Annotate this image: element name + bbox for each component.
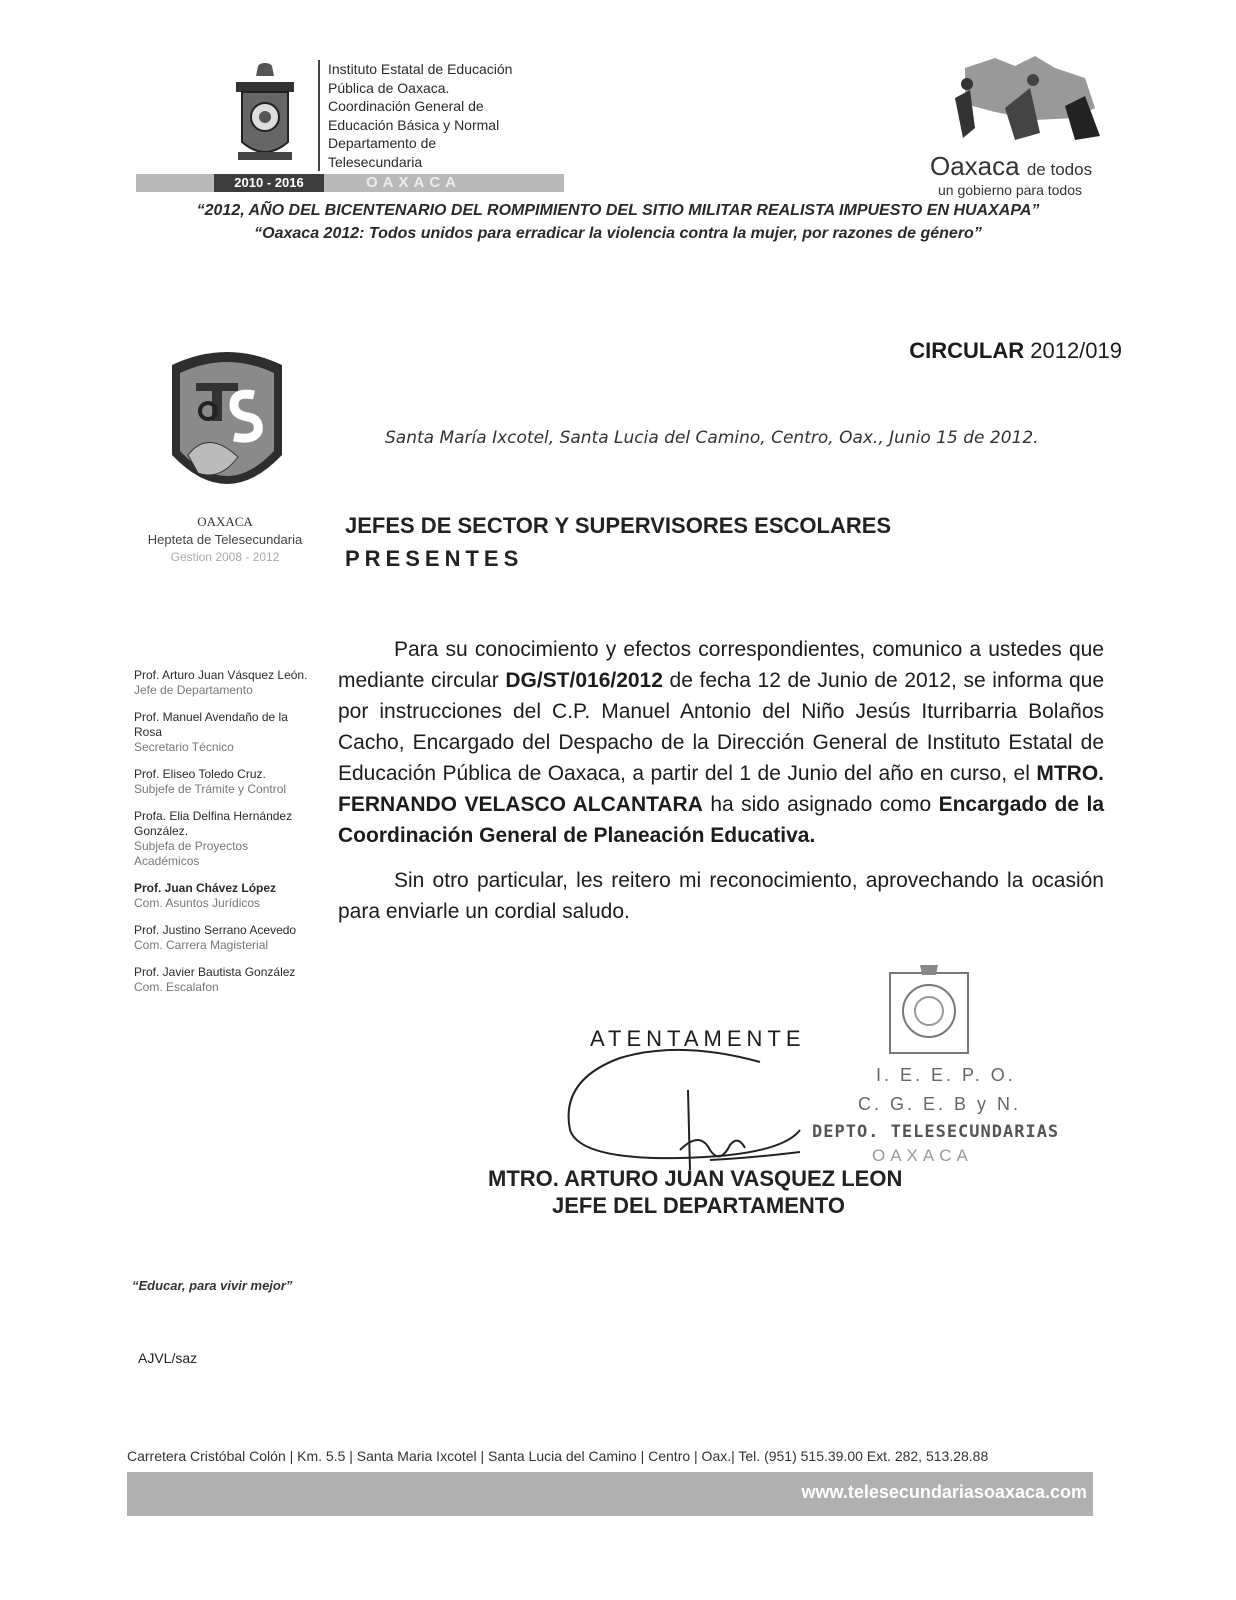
- staff-member: [134, 923, 314, 953]
- government-brand-suffix: de todos: [1026, 160, 1093, 179]
- staff-name: Prof. Javier Bautista González: [134, 965, 296, 979]
- slogan: “Educar, para vivir mejor”: [132, 1278, 293, 1293]
- letter-body: [338, 634, 1104, 927]
- staff-role: Com. Carrera Magisterial: [134, 938, 269, 952]
- seal-line: OAXACA: [872, 1146, 973, 1165]
- staff-member: [134, 965, 314, 995]
- staff-member: [134, 809, 314, 869]
- staff-role: Subjefe de Trámite y Control: [134, 782, 287, 796]
- body-text: ha sido asignado como: [702, 793, 939, 816]
- seal-crest-icon: [884, 963, 974, 1058]
- place-date: Santa María Ixcotel, Santa Lucia del Camino, Centro, Oax., Junio 15 de 2012.: [385, 428, 1039, 448]
- circular-label: CIRCULAR: [909, 338, 1025, 363]
- closing-atentamente: ATENTAMENTE: [590, 1026, 806, 1051]
- body-paragraph-1: [338, 634, 1104, 851]
- oaxaca-government-logo: [935, 48, 1115, 148]
- footer-address: Carretera Cristóbal Colón | Km. 5.5 | Santa Maria Ixcotel | Santa Lucia del Camino | Centro | Oax.| Tel. (951) 515.39.00 Ext. 282, 513.28.88: [127, 1448, 989, 1464]
- telesecundaria-logo: [168, 345, 286, 503]
- staff-role: Com. Asuntos Jurídicos: [134, 896, 261, 910]
- year-motto: “2012, AÑO DEL BICENTENARIO DEL ROMPIMIENTO DEL SITIO MILITAR REALISTA IMPUESTO EN HUAXAPA”: [196, 202, 1040, 219]
- circular-number: [909, 338, 1122, 364]
- state-label: OAXACA: [366, 174, 462, 191]
- institution-name: [318, 60, 512, 171]
- circular-reference: DG/ST/016/2012: [505, 669, 663, 692]
- handwritten-signature: [560, 1040, 820, 1180]
- appointee-name: MTRO. FERNANDO VELASCO ALCANTARA: [338, 762, 1104, 816]
- staff-name: Profa. Elia Delfina Hernández González.: [134, 809, 293, 838]
- body-text: de fecha 12 de Junio de 2012, se informa que por instrucciones del C.P. Manuel Antonio del Niño Jesús Iturribarria Bolaños Cacho, Encargado del Despacho de la Dirección General de Instituto Estatal de Educación Pública de Oaxaca, a partir del 1 de Junio del año en curso, el: [338, 669, 1104, 785]
- footer-website: www.telesecundariasoaxaca.com: [801, 1482, 1087, 1502]
- staff-role: Jefe de Departamento: [134, 683, 253, 697]
- body-paragraph-2: Sin otro particular, les reitero mi reconocimiento, aprovechando la ocasión para enviarle un cordial saludo.: [338, 869, 1104, 923]
- institution-line: Educación Básica y Normal: [328, 116, 500, 133]
- institution-line: Telesecundaria: [328, 153, 423, 170]
- staff-member: [134, 881, 314, 911]
- staff-name: Prof. Justino Serrano Acevedo: [134, 923, 297, 937]
- institution-line: Departamento de: [328, 135, 437, 151]
- reference-initials: AJVL/saz: [138, 1350, 198, 1366]
- logo-caption-period: Gestion 2008 - 2012: [170, 550, 280, 564]
- signatory-name: MTRO. ARTURO JUAN VASQUEZ LEON: [488, 1166, 903, 1191]
- footer-bar: [127, 1472, 1093, 1516]
- staff-name: Prof. Eliseo Toledo Cruz.: [134, 767, 266, 781]
- staff-role: Subjefa de Proyectos Académicos: [134, 839, 249, 868]
- staff-role: Com. Escalafon: [134, 980, 219, 994]
- institution-line: Pública de Oaxaca.: [328, 79, 450, 96]
- government-brand-name: Oaxaca: [930, 151, 1020, 181]
- institution-line: Instituto Estatal de Educación: [328, 61, 513, 77]
- body-text: Para su conocimiento y efectos correspondientes, comunico a ustedes que mediante circular: [338, 638, 1104, 692]
- government-brand: [930, 152, 1092, 184]
- staff-member: [134, 668, 314, 698]
- signatory-title: JEFE DEL DEPARTAMENTO: [552, 1193, 845, 1218]
- state-crest-logo: [228, 62, 302, 166]
- circular-id: 2012/019: [1030, 338, 1122, 363]
- campaign-motto: “Oaxaca 2012: Todos unidos para erradicar la violencia contra la mujer, por razones de género”: [254, 225, 982, 242]
- recipients: JEFES DE SECTOR Y SUPERVISORES ESCOLARES: [345, 513, 892, 538]
- staff-member: [134, 710, 314, 755]
- seal-line: I. E. E. P. O.: [876, 1065, 1016, 1085]
- staff-name: Prof. Juan Chávez López: [134, 881, 277, 895]
- seal-line: C. G. E. B y N.: [858, 1094, 1022, 1114]
- seal-line: DEPTO. TELESECUNDARIAS: [812, 1122, 1060, 1142]
- year-bar: [136, 174, 564, 192]
- staff-name: Prof. Arturo Juan Vásquez León.: [134, 668, 308, 682]
- logo-caption-state: OAXACA: [197, 514, 253, 529]
- years-label: 2010 - 2016: [214, 174, 324, 192]
- staff-role: Secretario Técnico: [134, 740, 234, 754]
- logo-caption-name: Hepteta de Telesecundaria: [147, 532, 303, 547]
- staff-member: [134, 767, 314, 797]
- institution-line: Coordinación General de: [328, 98, 484, 114]
- appointed-post: Encargado de la Coordinación General de Planeación Educativa.: [338, 793, 1104, 847]
- government-tagline: un gobierno para todos: [938, 182, 1082, 198]
- staff-name: Prof. Manuel Avendaño de la Rosa: [134, 710, 288, 739]
- presentes-line: PRESENTES: [345, 546, 524, 571]
- staff-list: [134, 668, 314, 1007]
